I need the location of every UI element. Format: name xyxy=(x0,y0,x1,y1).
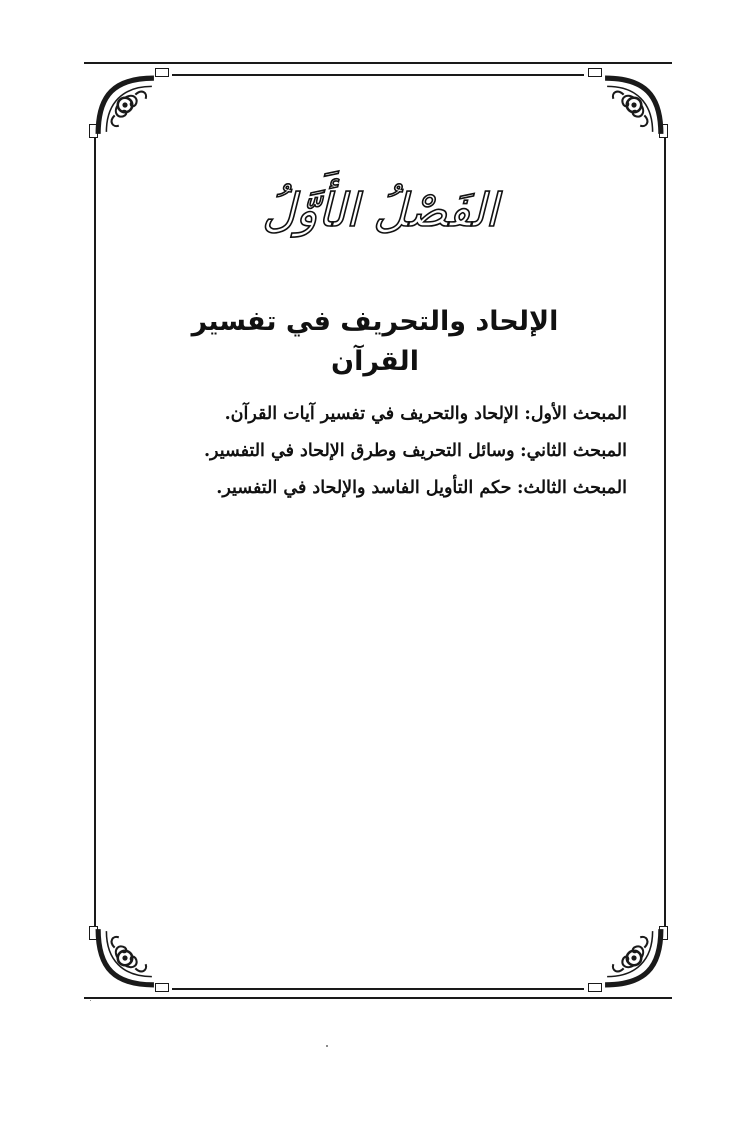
corner-ornament-top-left-icon xyxy=(94,74,156,136)
scan-speck xyxy=(90,1000,91,1001)
frame-handle-top-left xyxy=(155,68,169,77)
sections-list xyxy=(157,396,627,507)
frame-left-line xyxy=(94,135,96,927)
section-label: المبحث الثاني: xyxy=(520,441,627,461)
frame-handle-bottom-left xyxy=(155,983,169,992)
section-label: المبحث الثالث: xyxy=(517,478,627,498)
bottom-rule xyxy=(84,997,672,999)
chapter-title: الفَصْلُ الأَوَّلُ xyxy=(262,183,498,237)
frame-top-line xyxy=(172,74,584,76)
section-item xyxy=(157,470,627,507)
section-text: وسائل التحريف وطرق الإلحاد في التفسير. xyxy=(203,441,515,461)
scan-speck xyxy=(326,1045,328,1047)
chapter-subtitle: الإلحاد والتحريف في تفسير القرآن xyxy=(191,306,559,377)
section-text: حكم التأويل الفاسد والإلحاد في التفسير. xyxy=(216,478,512,498)
frame-handle-bottom-right xyxy=(588,983,602,992)
corner-ornament-bottom-right-icon xyxy=(603,927,665,989)
section-label: المبحث الأول: xyxy=(524,404,627,424)
section-item xyxy=(157,433,627,470)
top-rule xyxy=(84,62,672,64)
corner-ornament-bottom-left-icon xyxy=(94,927,156,989)
corner-ornament-top-right-icon xyxy=(603,74,665,136)
section-text: الإلحاد والتحريف في تفسير آيات القرآن. xyxy=(224,404,519,424)
frame-bottom-line xyxy=(172,988,584,990)
frame-right-line xyxy=(664,135,666,927)
frame-handle-top-right xyxy=(588,68,602,77)
section-item xyxy=(157,396,627,433)
